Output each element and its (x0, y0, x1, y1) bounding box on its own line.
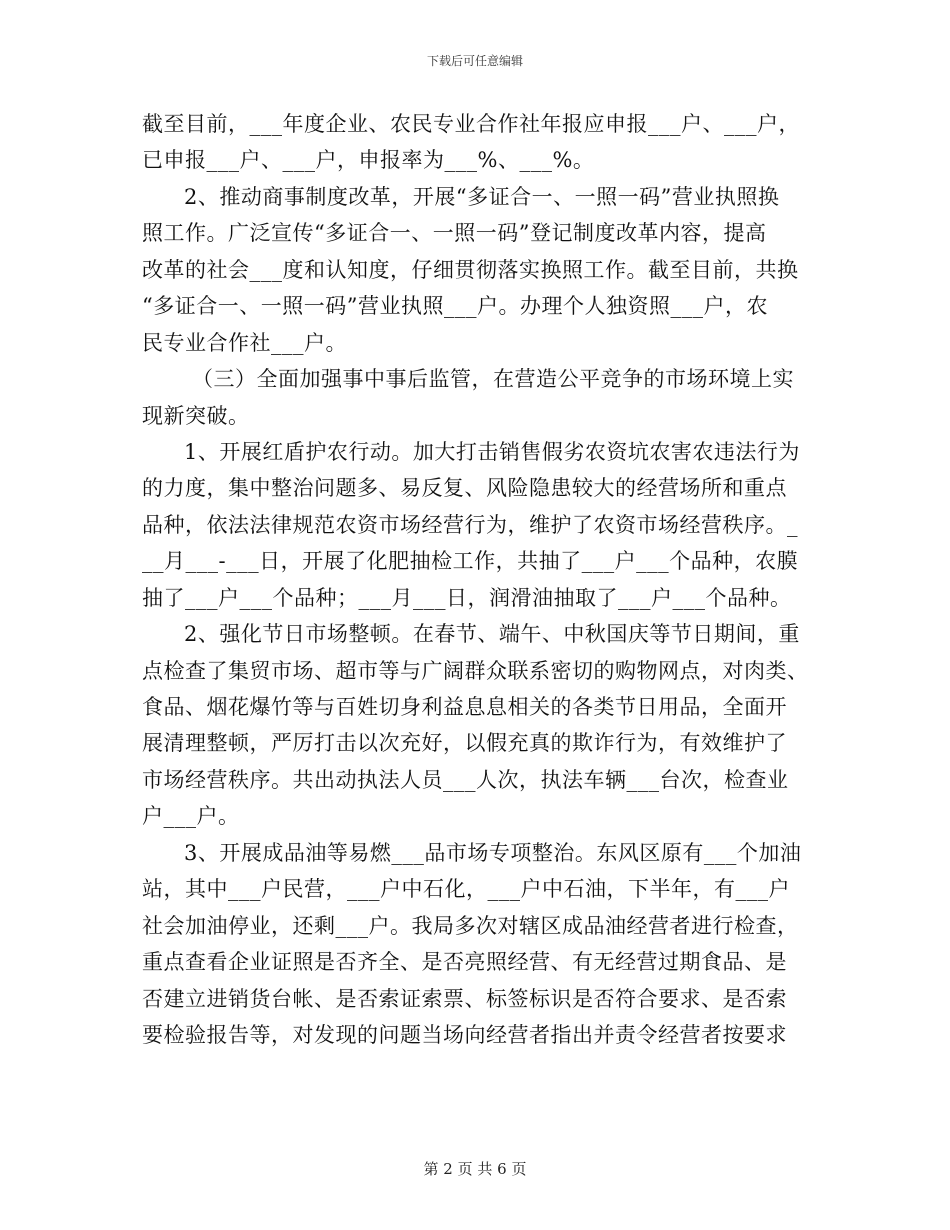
section-heading: （三）全面加强事中事后监管，在营造公平竞争的市场环境上实 (192, 367, 794, 392)
text-line: 重点查看企业证照是否齐全、是否亮照经营、有无经营过期食品、是 (142, 950, 787, 975)
text-line: 的力度，集中整治问题多、易反复、风险隐患较大的经营场所和重点 (142, 476, 787, 501)
text-line: 社会加油停业，还剩___户。我局多次对辖区成品油经营者进行检查， (142, 913, 799, 938)
page-number-footer: 第 2 页 共 6 页 (423, 1160, 527, 1178)
paragraph-start: 1、开展红盾护农行动。加大打击销售假劣农资坑农害农违法行为 (184, 439, 800, 464)
text-line: 要检验报告等，对发现的问题当场向经营者指出并责令经营者按要求 (142, 1022, 787, 1047)
text-line: 品种，依法法律规范农资市场经营行为，维护了农资市场经营秩序。_ (142, 512, 798, 537)
text-line: 现新突破。 (142, 403, 250, 428)
text-line: 截至目前，___年度企业、农民专业合作社年报应申报___户、___户， (142, 112, 800, 136)
text-line: __月___-___日，开展了化肥抽检工作，共抽了___户___个品种，农膜 (142, 549, 799, 574)
text-line: 站，其中___户民营，___户中石化，___户中石油，下半年，有___户 (142, 877, 790, 902)
document-body (142, 106, 807, 1053)
text-line: 否建立进销货台帐、是否索证索票、标签标识是否符合要求、是否索 (142, 986, 787, 1011)
text-line: 户___户。 (142, 804, 240, 829)
text-line: 抽了___户___个品种；___月___日，润滑油抽取了___户___个品种。 (142, 585, 792, 610)
page-header: 下载后可任意编辑 (426, 54, 523, 68)
text-line: 已申报___户、___户，申报率为___%、___%。 (142, 148, 595, 173)
text-line: 改革的社会___度和认知度，仔细贯彻落实换照工作。截至目前，共换 (142, 257, 799, 282)
text-line: 食品、烟花爆竹等与百姓切身利益息息相关的各类节日用品，全面开 (142, 695, 787, 719)
text-line: 点检查了集贸市场、超市等与广阔群众联系密切的购物网点，对肉类、 (142, 658, 809, 683)
text-line: 展清理整顿，严厉打击以次充好，以假充真的欺诈行为，有效维护了 (142, 731, 787, 756)
text-line: 市场经营秩序。共出动执法人员___人次，执法车辆___台次，检查业 (142, 767, 789, 792)
text-line: 民专业合作社___户。 (142, 330, 347, 355)
text-line: “多证合一、一照一码”营业执照___户。办理个人独资照___户，农 (142, 294, 768, 319)
paragraph-start: 2、推动商事制度改革，开展“多证合一、一照一码”营业执照换 (184, 184, 780, 209)
text-line: 照工作。广泛宣传“多证合一、一照一码”登记制度改革内容，提高 (142, 221, 767, 246)
paragraph-start: 3、开展成品油等易燃___品市场专项整治。东风区原有___个加油 (184, 840, 802, 865)
paragraph-start: 2、强化节日市场整顿。在春节、端午、中秋国庆等节日期间，重 (184, 622, 800, 647)
